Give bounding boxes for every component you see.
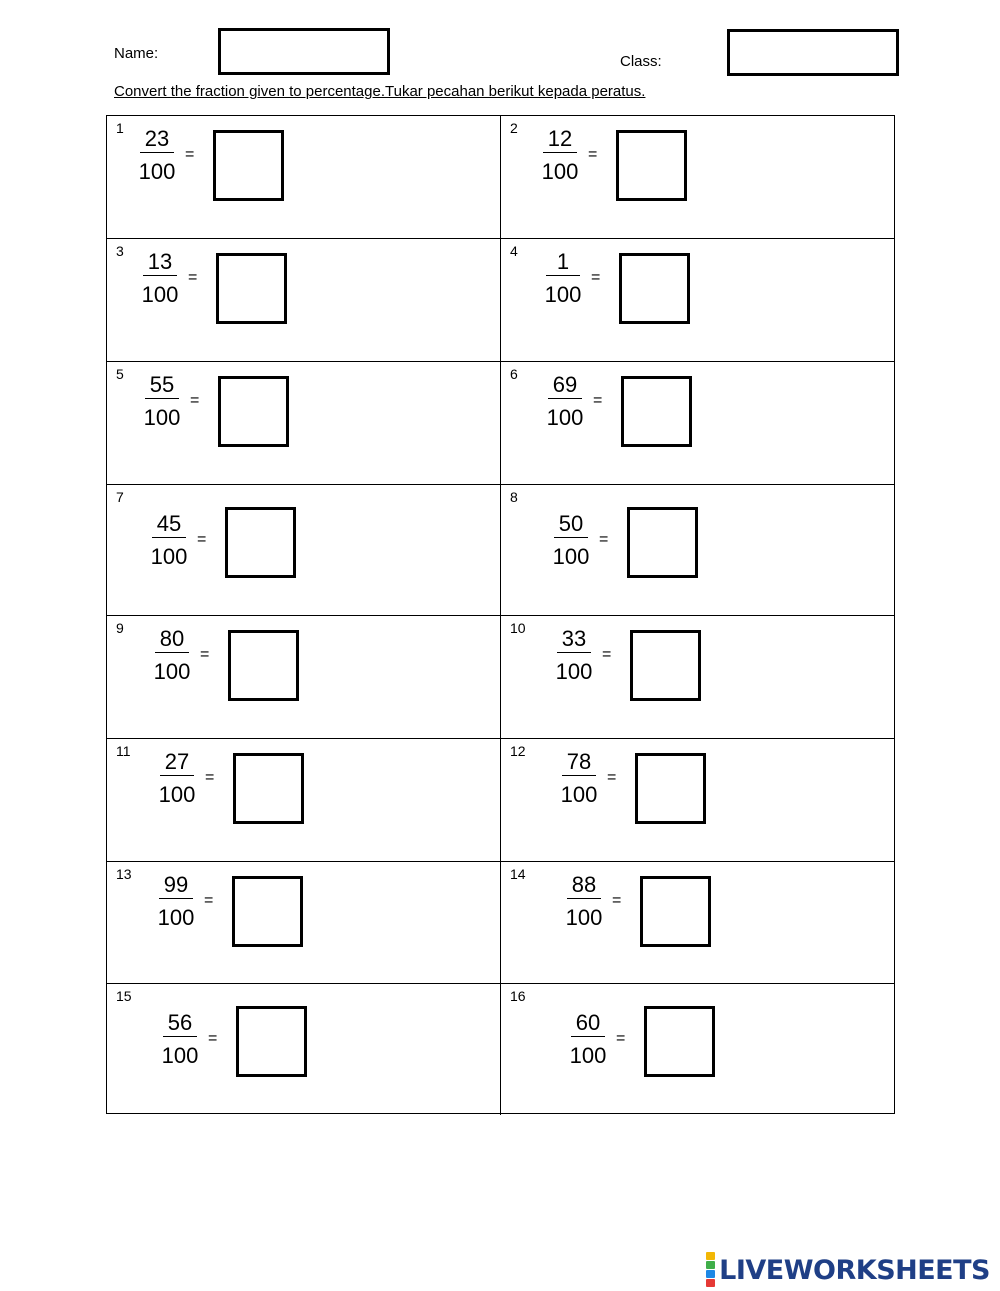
fraction-denominator: 100 bbox=[569, 1043, 607, 1068]
fraction-denominator: 100 bbox=[544, 282, 582, 307]
fraction-denominator: 100 bbox=[158, 782, 196, 807]
question-number: 4 bbox=[510, 243, 518, 259]
equals-sign: = bbox=[205, 769, 215, 786]
question-cell bbox=[501, 362, 895, 485]
equals-sign: = bbox=[200, 646, 210, 663]
question-cell bbox=[107, 239, 501, 362]
fraction-numerator: 99 bbox=[159, 872, 193, 899]
fraction-numerator: 50 bbox=[554, 511, 588, 538]
question-number: 15 bbox=[116, 988, 132, 1004]
fraction-denominator: 100 bbox=[565, 905, 603, 930]
class-label: Class: bbox=[620, 53, 662, 70]
answer-box[interactable] bbox=[232, 876, 303, 947]
answer-box[interactable] bbox=[635, 753, 706, 824]
fraction-denominator: 100 bbox=[141, 282, 179, 307]
logo-square-icon bbox=[706, 1261, 715, 1269]
answer-box[interactable] bbox=[619, 253, 690, 324]
equals-sign: = bbox=[591, 269, 601, 286]
question-number: 14 bbox=[510, 866, 526, 882]
fraction-denominator: 100 bbox=[138, 159, 176, 184]
question-cell bbox=[501, 485, 895, 616]
fraction-denominator: 100 bbox=[157, 905, 195, 930]
fraction-numerator: 60 bbox=[571, 1010, 605, 1037]
question-cell bbox=[501, 116, 895, 239]
fraction-numerator: 23 bbox=[140, 126, 174, 153]
question-number: 7 bbox=[116, 489, 124, 505]
fraction-numerator: 27 bbox=[160, 749, 194, 776]
equals-sign: = bbox=[599, 531, 609, 548]
fraction bbox=[543, 511, 599, 570]
name-label: Name: bbox=[114, 45, 159, 62]
name-input[interactable] bbox=[218, 28, 390, 75]
fraction bbox=[129, 126, 185, 185]
fraction bbox=[152, 1010, 208, 1069]
answer-box[interactable] bbox=[644, 1006, 715, 1077]
question-cell bbox=[107, 116, 501, 239]
question-cell bbox=[501, 984, 895, 1115]
equals-sign: = bbox=[588, 146, 598, 163]
fraction-denominator: 100 bbox=[546, 405, 584, 430]
question-number: 10 bbox=[510, 620, 526, 636]
equals-sign: = bbox=[204, 892, 214, 909]
fraction-denominator: 100 bbox=[555, 659, 593, 684]
question-cell bbox=[501, 739, 895, 862]
equals-sign: = bbox=[185, 146, 195, 163]
answer-box[interactable] bbox=[627, 507, 698, 578]
fraction bbox=[535, 249, 591, 308]
instruction-text: Convert the fraction given to percentage.Tukar pecahan berikut kepada peratus. bbox=[114, 83, 646, 100]
logo-square-icon bbox=[706, 1270, 715, 1278]
question-cell bbox=[107, 862, 501, 984]
fraction-denominator: 100 bbox=[161, 1043, 199, 1068]
answer-box[interactable] bbox=[630, 630, 701, 701]
fraction-numerator: 69 bbox=[548, 372, 582, 399]
fraction-denominator: 100 bbox=[560, 782, 598, 807]
fraction-numerator: 80 bbox=[155, 626, 189, 653]
question-cell bbox=[501, 616, 895, 739]
fraction bbox=[556, 872, 612, 931]
fraction-numerator: 1 bbox=[546, 249, 580, 276]
fraction bbox=[532, 126, 588, 185]
question-cell bbox=[107, 616, 501, 739]
fraction-numerator: 56 bbox=[163, 1010, 197, 1037]
question-number: 16 bbox=[510, 988, 526, 1004]
question-number: 6 bbox=[510, 366, 518, 382]
class-input[interactable] bbox=[727, 29, 899, 76]
question-number: 2 bbox=[510, 120, 518, 136]
fraction-denominator: 100 bbox=[552, 544, 590, 569]
equals-sign: = bbox=[616, 1030, 626, 1047]
equals-sign: = bbox=[188, 269, 198, 286]
equals-sign: = bbox=[208, 1030, 218, 1047]
liveworksheets-logo-icon bbox=[706, 1252, 715, 1288]
answer-box[interactable] bbox=[228, 630, 299, 701]
fraction bbox=[149, 749, 205, 808]
logo-square-icon bbox=[706, 1279, 715, 1287]
fraction bbox=[132, 249, 188, 308]
question-number: 12 bbox=[510, 743, 526, 759]
fraction-numerator: 12 bbox=[543, 126, 577, 153]
fraction bbox=[551, 749, 607, 808]
fraction bbox=[560, 1010, 616, 1069]
answer-box[interactable] bbox=[640, 876, 711, 947]
equals-sign: = bbox=[607, 769, 617, 786]
answer-box[interactable] bbox=[216, 253, 287, 324]
fraction-numerator: 33 bbox=[557, 626, 591, 653]
answer-box[interactable] bbox=[616, 130, 687, 201]
question-number: 5 bbox=[116, 366, 124, 382]
fraction bbox=[134, 372, 190, 431]
question-cell bbox=[107, 984, 501, 1115]
fraction-denominator: 100 bbox=[153, 659, 191, 684]
brand bbox=[706, 1252, 990, 1288]
fraction bbox=[141, 511, 197, 570]
fraction bbox=[537, 372, 593, 431]
question-cell bbox=[501, 239, 895, 362]
equals-sign: = bbox=[602, 646, 612, 663]
answer-box[interactable] bbox=[213, 130, 284, 201]
fraction-numerator: 88 bbox=[567, 872, 601, 899]
equals-sign: = bbox=[190, 392, 200, 409]
logo-square-icon bbox=[706, 1252, 715, 1260]
question-number: 13 bbox=[116, 866, 132, 882]
fraction-numerator: 13 bbox=[143, 249, 177, 276]
fraction bbox=[546, 626, 602, 685]
fraction-denominator: 100 bbox=[143, 405, 181, 430]
fraction-numerator: 78 bbox=[562, 749, 596, 776]
question-number: 1 bbox=[116, 120, 124, 136]
fraction-numerator: 45 bbox=[152, 511, 186, 538]
fraction bbox=[144, 626, 200, 685]
answer-box[interactable] bbox=[225, 507, 296, 578]
fraction bbox=[148, 872, 204, 931]
question-number: 9 bbox=[116, 620, 124, 636]
question-grid bbox=[106, 115, 895, 1114]
question-cell bbox=[107, 485, 501, 616]
answer-box[interactable] bbox=[236, 1006, 307, 1077]
answer-box[interactable] bbox=[233, 753, 304, 824]
question-cell bbox=[107, 739, 501, 862]
fraction-denominator: 100 bbox=[541, 159, 579, 184]
equals-sign: = bbox=[593, 392, 603, 409]
equals-sign: = bbox=[612, 892, 622, 909]
question-cell bbox=[501, 862, 895, 984]
answer-box[interactable] bbox=[621, 376, 692, 447]
answer-box[interactable] bbox=[218, 376, 289, 447]
question-number: 8 bbox=[510, 489, 518, 505]
equals-sign: = bbox=[197, 531, 207, 548]
question-cell bbox=[107, 362, 501, 485]
question-number: 11 bbox=[116, 743, 131, 759]
fraction-denominator: 100 bbox=[150, 544, 188, 569]
brand-text: LIVEWORKSHEETS bbox=[719, 1254, 990, 1286]
fraction-numerator: 55 bbox=[145, 372, 179, 399]
question-number: 3 bbox=[116, 243, 124, 259]
